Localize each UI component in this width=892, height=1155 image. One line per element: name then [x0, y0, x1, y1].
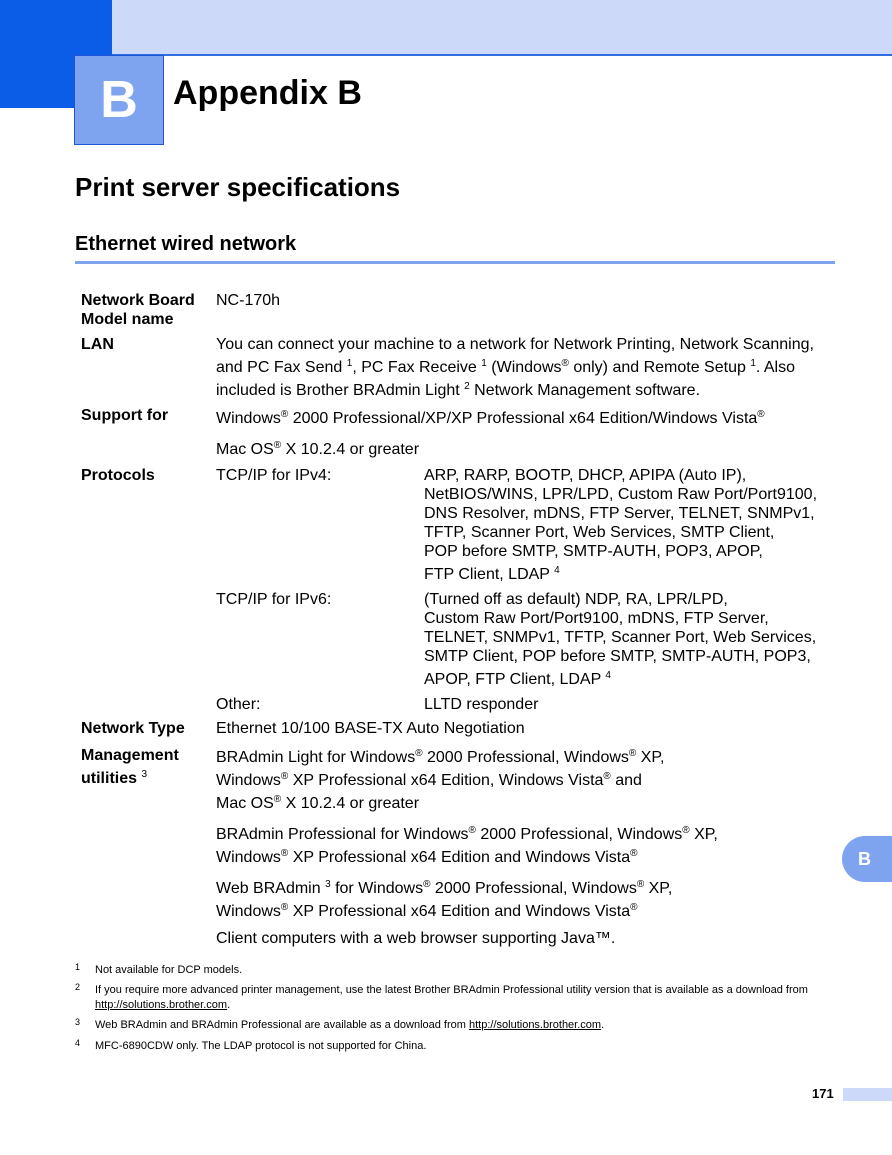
- subsection-rule: [75, 261, 835, 264]
- spec-value-network-type: Ethernet 10/100 BASE-TX Auto Negotiation: [216, 720, 525, 737]
- chapter-letter-box: B: [74, 55, 164, 145]
- header-band: [0, 0, 892, 55]
- spec-label-network-board: Network Board Model name: [81, 292, 195, 328]
- spec-label-network-type: Network Type: [81, 720, 185, 737]
- spec-label-management: Management utilities $^3$: [81, 747, 179, 787]
- spec-label-support: Support for: [81, 407, 169, 424]
- page-number-bar: [843, 1088, 892, 1101]
- solutions-link[interactable]: http://solutions.brother.com: [469, 1019, 602, 1031]
- management-web-bradmin: Web BRAdmin $^3$ for Windows® 2000 Professional, Windows® XP, Windows® XP Professional x64 Edition and Windows Vista®: [216, 879, 673, 920]
- ipv4-protocol-list: ARP, RARP, BOOTP, DHCP, APIPA (Auto IP), NetBIOS/WINS, LPR/LPD, Custom Raw Port/Port9100, DNS Resolver, mDNS, FTP Server, TELNET, SNMPv1, TFTP, Scanner Port, Web Services, SMTP Client, POP before SMTP, SMTP-AUTH, POP3, APOP, FTP Client, LDAP $^4$: [424, 467, 818, 583]
- management-bradmin-light: BRAdmin Light for Windows® 2000 Professional, Windows® XP, Windows® XP Professional x64 Edition, Windows Vista® and Mac OS® X 10.2.4 or greater: [216, 748, 665, 812]
- section-title: Print server specifications: [75, 172, 401, 202]
- ipv6-label: TCP/IP for IPv6:: [216, 591, 332, 608]
- spec-value-network-board: NC-170h: [216, 292, 281, 309]
- spec-label-lan: LAN: [81, 336, 114, 353]
- ipv6-protocol-list: (Turned off as default) NDP, RA, LPR/LPD, Custom Raw Port/Port9100, mDNS, FTP Server, TELNET, SNMPv1, TFTP, Scanner Port, Web Services, SMTP Client, POP before SMTP, SMTP-AUTH, POP3, APOP, FTP Client, LDAP $^4$: [424, 591, 817, 688]
- management-web-browser: Client computers with a web browser supporting Java™.: [216, 930, 616, 947]
- header-rule: [112, 54, 892, 56]
- spec-value-lan: You can connect your machine to a network for Network Printing, Network Scanning, and PC Fax Send $^1$, PC Fax Receive $^1$ (Windows® only) and Remote Setup $^1$. Also included is Brother BRAdmin Light $^2$ Network Management software.: [216, 336, 814, 399]
- solutions-link[interactable]: http://solutions.brother.com: [95, 999, 228, 1011]
- ipv4-label: TCP/IP for IPv4:: [216, 467, 332, 484]
- spec-label-protocols: Protocols: [81, 467, 155, 484]
- side-tab: B: [842, 836, 892, 882]
- other-label: Other:: [216, 696, 261, 713]
- management-bradmin-professional: BRAdmin Professional for Windows® 2000 Professional, Windows® XP, Windows® XP Professional x64 Edition and Windows Vista®: [216, 825, 718, 866]
- subsection-title: Ethernet wired network: [75, 233, 297, 255]
- page-number: 171: [812, 1086, 834, 1101]
- spec-value-support-mac: Mac OS® X 10.2.4 or greater: [216, 440, 420, 458]
- spec-value-support-windows: Windows® 2000 Professional/XP/XP Professional x64 Edition/Windows Vista®: [216, 409, 765, 427]
- other-value: LLTD responder: [424, 696, 539, 713]
- chapter-title: Appendix B: [173, 74, 362, 112]
